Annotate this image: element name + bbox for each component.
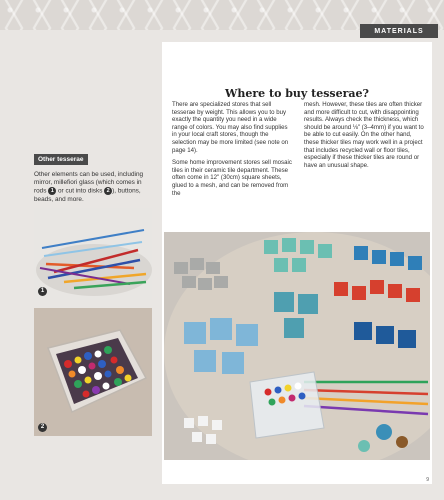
photo-millefiori-box bbox=[34, 308, 152, 436]
page-number: 9 bbox=[426, 477, 429, 483]
glass-rods-illustration bbox=[34, 208, 152, 300]
sidebar-heading: Other tesserae bbox=[34, 154, 88, 165]
article-column-1 bbox=[172, 101, 292, 197]
photo-tesserae-assortment bbox=[164, 232, 430, 460]
article-column-2 bbox=[304, 101, 424, 197]
article-body bbox=[172, 101, 424, 197]
paragraph: Some home improvement stores sell mosaic tiles in their ceramic tile department. These often come in 12" (30cm) square sheets, glued to a mesh, and can be removed from the bbox=[172, 159, 292, 197]
article-title: Where to buy tesserae? bbox=[225, 87, 369, 100]
section-tab: MATERIALS bbox=[360, 24, 438, 38]
sidebar-note bbox=[34, 148, 152, 205]
photo-number-badge: 1 bbox=[38, 287, 47, 296]
tesserae-illustration bbox=[164, 232, 430, 460]
figure-badge-1: 1 bbox=[48, 187, 56, 195]
paragraph: There are specialized stores that sell tesserae by weight. This allows you to buy exactly the quantity you need in a wide range of colors. You may also find supplies in your local craft stores, though the selection may be more limited (see note on page 14). bbox=[172, 101, 289, 154]
photo-glass-rods bbox=[34, 208, 152, 300]
figure-badge-2: 2 bbox=[104, 187, 112, 195]
millefiori-illustration bbox=[34, 308, 152, 436]
photo-number-badge: 2 bbox=[38, 423, 47, 432]
main-panel bbox=[162, 42, 432, 484]
paragraph: mesh. However, these tiles are often thicker and more difficult to cut, with disappointing results. Always check the thickness, which should be around ⅛" (3–4mm) if you want to be able to cut easily. On the other hand, these thicker tiles may work well in a project that includes recycled wall or floor tiles, especially if these thicker tiles are round or have an unusual shape. bbox=[304, 101, 424, 169]
sidebar-text: Other elements can be used, including mirror, millefiori glass (which comes in rods 1 or cut into disks 2 ), buttons, beads, and more. bbox=[34, 171, 144, 204]
